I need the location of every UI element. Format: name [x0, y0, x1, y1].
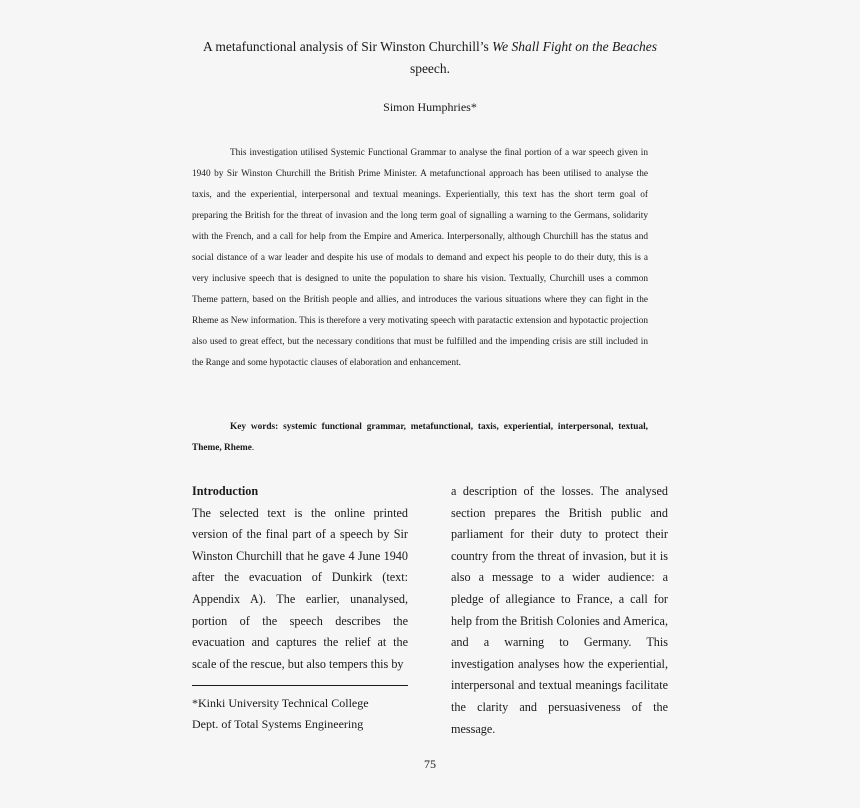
- author-name: Simon Humphries*: [383, 100, 477, 114]
- title-suffix: speech.: [409, 61, 451, 76]
- abstract: This investigation utilised Systemic Functional Grammar to analyse the final portion of a war speech given in 1940 by Sir Winston Churchill the British Prime Minister. A metafunctional approach has been utilised to analyse the taxis, and the experiential, interpersonal and textual meanings. Experientially, this text has the short term goal of preparing the British for the threat of invasion and the long term goal of signalling a warning to the Germans, solidarity with the French, and a call for help from the Empire and America. Interpersonally, although Churchill has the status and social distance of a war leader and despite his use of modals to demand and expect his people to do their duty, this is a very inclusive speech that is designed to unite the population to share his vision. Textually, Churchill uses a common Theme pattern, based on the British people and allies, and introduces the various situations where they can fight in the Rheme as New information. This is therefore a very motivating speech with paratactic extension and hypotactic projection also used to great effect, but the necessary conditions that must be fulfilled and the impending crisis are still included in the Range and some hypotactic clauses of elaboration and enhancement.: [192, 148, 648, 368]
- keywords-terms: systemic functional grammar, metafunctional, taxis, experiential, interpersonal, textual, Theme, Rheme: [192, 422, 648, 453]
- title-speech-name: We Shall Fight on the Beaches: [492, 39, 657, 54]
- footnote-divider: [192, 685, 408, 686]
- footnote: [192, 693, 422, 735]
- introduction-right-text: a description of the losses. The analysed section prepares the British public and parliament for their duty to protect their country from the threat of invasion, but it is also a message to a wider audience: a pledge of allegiance to France, a call for help from the British Colonies and America, and a warning to Germany. This investigation analyses how the experiential, interpersonal and textual meanings facilitate the clarity and persuasiveness of the message.: [451, 484, 668, 736]
- keywords: Key words: systemic functional grammar, metafunctional, taxis, experiential, interpersonal, textual, Theme, Rheme.: [192, 422, 648, 453]
- footnote-affiliation: *Kinki University Technical College: [192, 696, 369, 710]
- keywords-end: .: [251, 443, 255, 453]
- title-prefix: A metafunctional analysis of Sir Winston Churchill’s: [203, 39, 493, 54]
- keywords-label: Key words: [230, 422, 276, 432]
- introduction-left-column: [192, 481, 408, 675]
- page-number: 75: [424, 757, 436, 771]
- introduction-left-text: The selected text is the online printed version of the final part of a speech by Sir Winston Churchill that he gave 4 June 1940 after the evacuation of Dunkirk (text: Appendix A). The earlier, unanalysed, portion of the speech describes the evacuation and captures the relief at the scale of the rescue, but also tempers this by: [192, 505, 408, 671]
- introduction-heading: Introduction: [192, 484, 259, 498]
- footnote-department: Dept. of Total Systems Engineering: [192, 717, 364, 731]
- paper-title: [192, 36, 668, 80]
- introduction-right-column: [451, 481, 668, 740]
